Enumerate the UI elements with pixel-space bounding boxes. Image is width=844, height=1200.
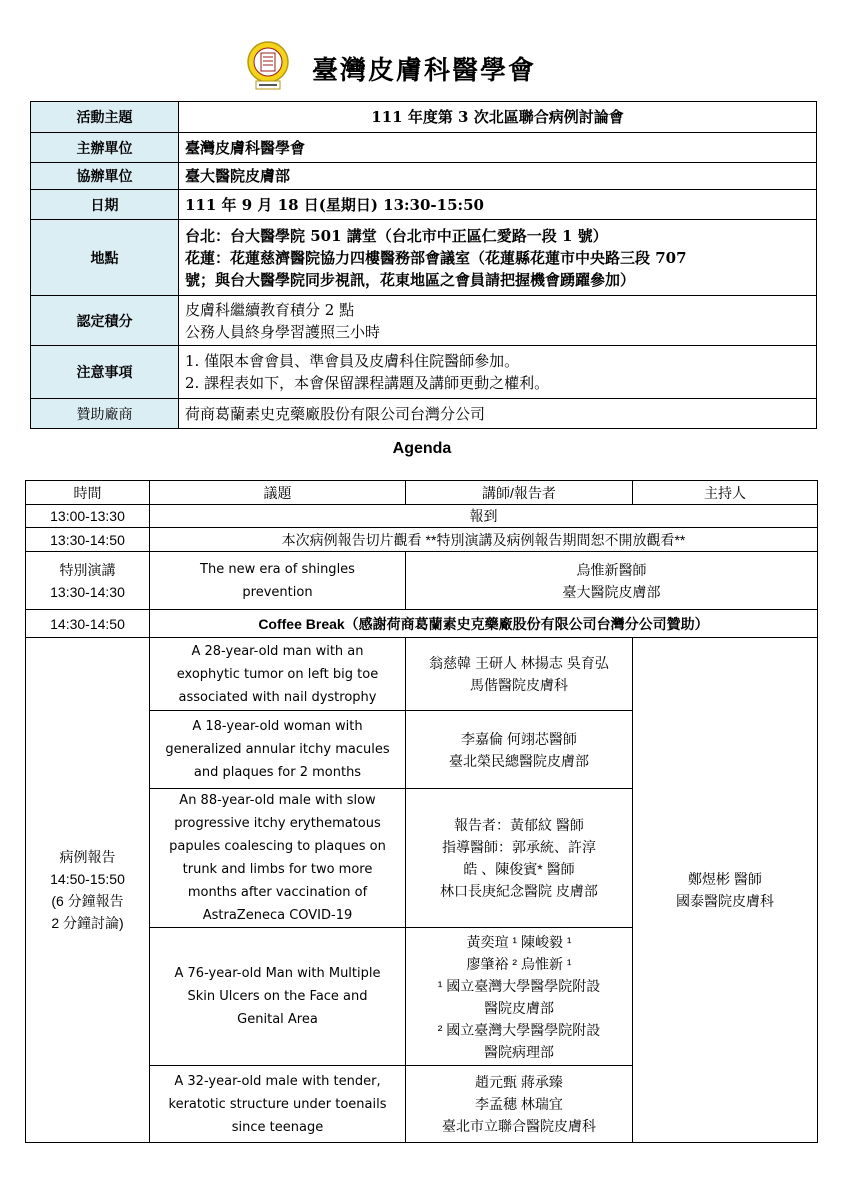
moderator-line: 鄭煜彬 醫師	[688, 871, 762, 887]
sponsor-row	[31, 399, 817, 429]
case-topic	[150, 1066, 406, 1143]
case-topic-line: A 28-year-old man with an	[191, 643, 364, 659]
case-topic-line: associated with nail dystrophy	[178, 689, 377, 705]
case-speaker-line: 黃奕瑄 ¹ 陳峻毅 ¹	[466, 933, 572, 950]
location-line: 花蓮：花蓮慈濟醫院協力四樓醫務部會議室（花蓮縣花蓮市中央路三段 707	[185, 248, 687, 267]
document-header	[0, 36, 844, 98]
case-speaker-line: 臺北榮民總醫院皮膚部	[449, 752, 589, 769]
organizer-row	[31, 133, 817, 163]
date-value: 111 年 9 月 18 日(星期日) 13:30-15:50	[179, 190, 817, 220]
case-speaker-line: 皓 、陳俊賓* 醫師	[463, 861, 575, 877]
case-topic-line: papules coalescing to plaques on	[169, 839, 386, 854]
organizer-value: 臺灣皮膚科醫學會	[179, 133, 817, 163]
special-lecture-speaker	[406, 552, 818, 610]
credits-value	[179, 296, 817, 346]
location-line: 台北：台大醫學院 501 講堂（台北市中正區仁愛路一段 1 號）	[185, 226, 608, 245]
location-label: 地點	[31, 220, 179, 296]
case-speaker-line: 馬偕醫院皮膚科	[470, 677, 568, 693]
coffee-break-time: 14:30-14:50	[26, 610, 150, 638]
registration-row	[26, 505, 818, 528]
special-lecture-topic	[150, 552, 406, 610]
coffee-break-text: Coffee Break（感謝荷商葛蘭素史克藥廠股份有限公司台灣分公司贊助）	[150, 610, 818, 638]
agenda-header-row	[26, 481, 818, 505]
location-line: 號；與台大醫學院同步視訊，花東地區之會員請把握機會踴躍參加）	[185, 270, 636, 289]
sponsor-value: 荷商葛蘭素史克藥廠股份有限公司台灣分公司	[179, 399, 817, 429]
case-speaker-line: 林口長庚紀念醫院 皮膚部	[440, 883, 598, 899]
header-moderator: 主持人	[633, 481, 818, 505]
topic-row	[31, 102, 817, 133]
case-topic-line: exophytic tumor on left big toe	[176, 666, 379, 682]
case-speakers	[406, 638, 633, 711]
notes-line: 1. 僅限本會會員、準會員及皮膚科住院醫師參加。	[185, 352, 520, 370]
registration-time: 13:00-13:30	[26, 505, 150, 528]
special-speaker-line: 臺大醫院皮膚部	[562, 583, 661, 600]
coorganizer-label: 協辦單位	[31, 163, 179, 190]
case-speaker-line: 指導醫師：郭承統、許淳	[442, 839, 596, 855]
case-speaker-line: 李孟穗 林瑞宜	[475, 1096, 563, 1112]
special-lecture-time	[26, 552, 150, 610]
coffee-break-row	[26, 610, 818, 638]
case-topic	[150, 711, 406, 789]
agenda-table	[25, 480, 818, 1143]
registration-text: 報到	[150, 505, 818, 528]
location-row	[31, 220, 817, 296]
association-logo-icon	[246, 40, 290, 90]
case-topic-line: months after vaccination of	[187, 885, 368, 900]
case-speaker-line: ¹ 國立臺灣大學醫學院附設	[437, 977, 601, 994]
case-speakers	[406, 928, 633, 1066]
topic-label: 活動主題	[31, 102, 179, 133]
special-time-line: 13:30-14:30	[50, 583, 125, 600]
slides-time: 13:30-14:50	[26, 528, 150, 552]
case-topic	[150, 638, 406, 711]
slides-text: 本次病例報告切片觀看 **特別演講及病例報告期間恕不開放觀看**	[150, 528, 818, 552]
date-label: 日期	[31, 190, 179, 220]
credits-label: 認定積分	[31, 296, 179, 346]
special-topic-line: The new era of shingles	[200, 561, 355, 577]
notes-label: 注意事項	[31, 346, 179, 399]
credits-line: 皮膚科繼續教育積分 2 點	[185, 300, 355, 319]
notes-row	[31, 346, 817, 399]
case-speaker-line: 報告者：黃郁紋 醫師	[454, 817, 584, 833]
case-topic-line: keratotic structure under toenails	[168, 1096, 387, 1112]
credits-row	[31, 296, 817, 346]
coorganizer-value: 臺大醫院皮膚部	[179, 163, 817, 190]
case-speaker-line: 廖肇裕 ² 烏惟新 ¹	[466, 955, 572, 972]
sponsor-label: 贊助廠商	[31, 399, 179, 429]
coorganizer-row	[31, 163, 817, 190]
event-info-table	[30, 101, 817, 429]
case-speaker-line: 翁慈韓 王研人 林揚志 吳育弘	[429, 655, 609, 671]
case-speaker-line: 醫院病理部	[484, 1043, 554, 1060]
case-topic-line: Skin Ulcers on the Face and	[187, 989, 368, 1004]
special-topic-line: prevention	[242, 584, 313, 600]
case-topic-line: A 18-year-old woman with	[192, 719, 363, 734]
moderator-line: 國泰醫院皮膚科	[676, 893, 774, 909]
date-row	[31, 190, 817, 220]
moderator-cell	[633, 638, 818, 1143]
slides-row	[26, 528, 818, 552]
case-topic	[150, 789, 406, 928]
special-speaker-line: 烏惟新醫師	[576, 561, 647, 578]
case-topic-line: trunk and limbs for two more	[182, 862, 373, 877]
case-topic-line: A 76-year-old Man with Multiple	[174, 966, 381, 981]
header-speaker: 講師/報告者	[406, 481, 633, 505]
topic-value: 111 年度第 3 次北區聯合病例討論會	[179, 102, 817, 133]
case-speaker-line: 趙元甄 蔣承臻	[475, 1074, 563, 1090]
location-value	[179, 220, 817, 296]
notes-value	[179, 346, 817, 399]
case-topic-line: A 32-year-old male with tender,	[174, 1073, 381, 1089]
cases-time-line: 14:50-15:50	[50, 871, 125, 887]
credits-line: 公務人員終身學習護照三小時	[185, 322, 381, 341]
case-speakers	[406, 1066, 633, 1143]
agenda-title: Agenda	[392, 440, 452, 457]
case-speaker-line: 李嘉倫 何翊芯醫師	[461, 730, 577, 747]
case-speaker-line: 臺北市立聯合醫院皮膚科	[442, 1118, 596, 1134]
case-speakers	[406, 711, 633, 789]
header-topic: 議題	[150, 481, 406, 505]
case-speaker-line: 醫院皮膚部	[484, 999, 554, 1016]
cases-time-line: 病例報告	[59, 849, 116, 865]
case-topic-line: and plaques for 2 months	[193, 765, 362, 780]
organization-title: 臺灣皮膚科醫學會	[312, 56, 537, 86]
case-topic	[150, 928, 406, 1066]
case-topic-line: Genital Area	[237, 1012, 318, 1027]
case-topic-line: AstraZeneca COVID-19	[202, 908, 353, 923]
case-row	[26, 638, 818, 711]
case-speaker-line: ² 國立臺灣大學醫學院附設	[437, 1021, 601, 1038]
case-speakers	[406, 789, 633, 928]
header-time: 時間	[26, 481, 150, 505]
cases-time-line: 2 分鐘討論)	[51, 915, 124, 931]
special-lecture-row	[26, 552, 818, 610]
case-topic-line: progressive itchy erythematous	[174, 816, 381, 831]
notes-line: 2. 課程表如下，本會保留課程講題及講師更動之權利。	[185, 374, 550, 392]
cases-time-line: (6 分鐘報告	[51, 893, 124, 909]
organizer-label: 主辦單位	[31, 133, 179, 163]
case-topic-line: An 88-year-old male with slow	[179, 793, 376, 808]
case-topic-line: generalized annular itchy macules	[165, 742, 390, 757]
cases-time	[26, 638, 150, 1143]
case-topic-line: since teenage	[231, 1119, 324, 1135]
special-time-line: 特別演講	[59, 561, 116, 578]
